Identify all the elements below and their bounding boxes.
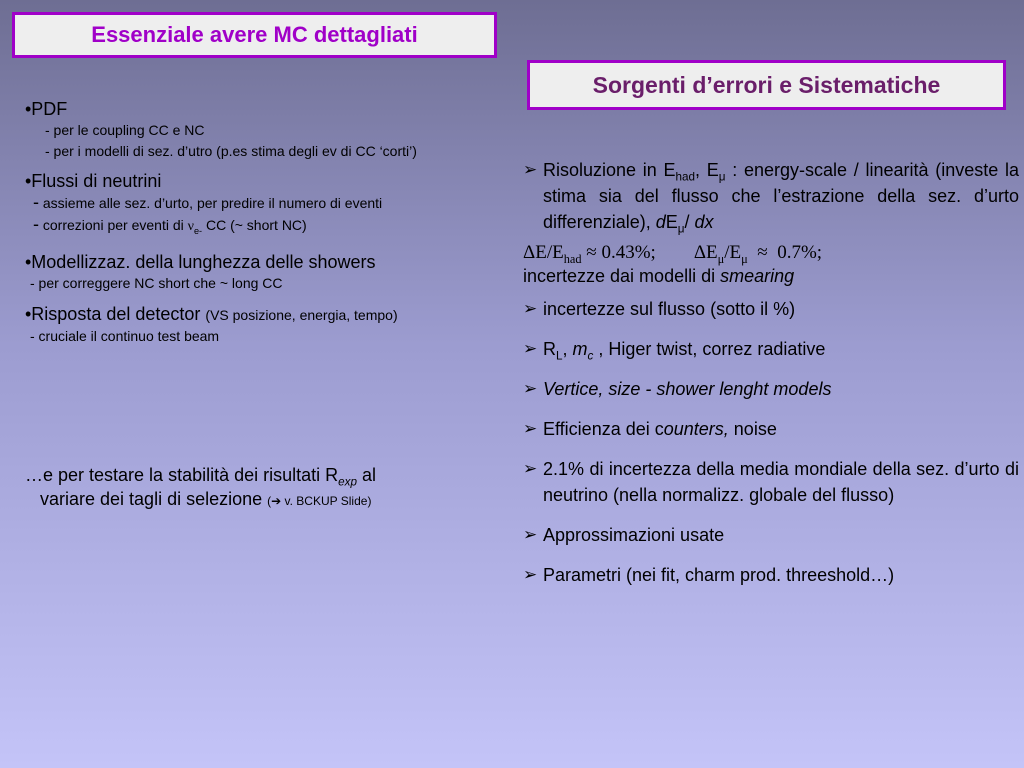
arrow-bullet-icon: ➢ <box>523 525 538 544</box>
right-column <box>523 157 1019 588</box>
risoluzione-item: ➢ Risoluzione in $E_{had}$, $E_\mu$ : energy-scale / linearità (investe la stima sia del flusso che l’estrazione della sez. d’urto differenziale), $dE_\mu/$ dx <box>523 157 1019 235</box>
resolution-equation: $\Delta E/E_{had} \approx 0.43\%$; $\Delta E_\mu/E_\mu \approx 0.7\%$; <box>523 242 823 266</box>
flussi-sub-1 <box>25 192 505 214</box>
flusso-item: ➢ incertezze sul flusso (sotto il %) <box>523 296 1019 322</box>
flussi-sub-1-text: assieme alle sez. d’urto, per predire il numero di eventi <box>39 195 383 211</box>
risposta-label-small: (VS posizione, energia, tempo) <box>205 307 398 323</box>
flussi-bullet: •Flussi di neutrini <box>25 171 162 191</box>
smearing-line: incertezze dai modelli di smearing <box>523 266 795 286</box>
left-column <box>25 98 505 347</box>
nu-symbol: ν <box>187 219 194 234</box>
arrow-bullet-icon: ➢ <box>523 299 538 318</box>
vertice-item: ➢ Vertice, size - shower lenght models <box>523 376 1019 402</box>
efficienza-item: ➢ Efficienza dei counters, noise <box>523 416 1019 442</box>
left-title: Essenziale avere MC dettagliati <box>91 22 418 47</box>
right-title-box <box>527 60 1006 110</box>
exp-subscript: exp <box>338 475 357 489</box>
backup-note: (➔ v. BCKUP Slide) <box>267 494 372 508</box>
arrow-bullet-icon: ➢ <box>523 565 538 584</box>
parametri-item: ➢ Parametri (nei fit, charm prod. threeshold…) <box>523 562 1019 588</box>
risposta-bullet <box>25 303 505 326</box>
incertezza-item: ➢ 2.1% di incertezza della media mondiale della sez. d’urto di neutrino (nella normalizz. globale del flusso) <box>523 456 1019 508</box>
nu-subscript: e- <box>193 225 203 236</box>
flussi-sub-2 <box>25 214 505 237</box>
arrow-bullet-icon: ➢ <box>523 419 538 438</box>
stability-line-1: …e per testare la stabilità dei risultati $R_{exp}$ al <box>25 465 377 489</box>
flussi-sub-2-post: CC (~ short NC) <box>202 217 307 233</box>
pdf-bullet: •PDF <box>25 99 68 119</box>
risposta-sub-1: - cruciale il continuo test beam <box>30 328 220 344</box>
pdf-sub-2: - per i modelli di sez. d’utro (p.es stima degli ev di CC ‘corti’) <box>45 143 417 159</box>
risposta-label: •Risposta del detector <box>25 304 206 324</box>
right-title: Sorgenti d’errori e Sistematiche <box>592 71 941 98</box>
stability-text <box>25 463 505 513</box>
approssimazioni-item: ➢ Approssimazioni usate <box>523 522 1019 548</box>
model-sub-1: - per correggere NC short che ~ long CC <box>30 275 283 291</box>
flussi-sub-2-pre: correzioni per eventi di <box>39 217 188 233</box>
rl-item: ➢ $R_L$, $m_c$ , Higer twist, correz radiative <box>523 336 1019 362</box>
pdf-sub-1: - per le coupling CC e NC <box>45 122 205 138</box>
model-bullet: •Modellizzaz. della lunghezza delle showers <box>25 252 376 272</box>
dash: - <box>33 192 39 212</box>
arrow-bullet-icon: ➢ <box>523 459 538 478</box>
left-title-box <box>12 12 497 58</box>
arrow-bullet-icon: ➢ <box>523 379 538 398</box>
arrow-bullet-icon: ➢ <box>523 339 538 358</box>
stability-line-2: variare dei tagli di selezione (➔ v. BCKUP Slide) <box>40 489 372 509</box>
dash: - <box>33 214 39 234</box>
arrow-bullet-icon: ➢ <box>523 160 538 179</box>
